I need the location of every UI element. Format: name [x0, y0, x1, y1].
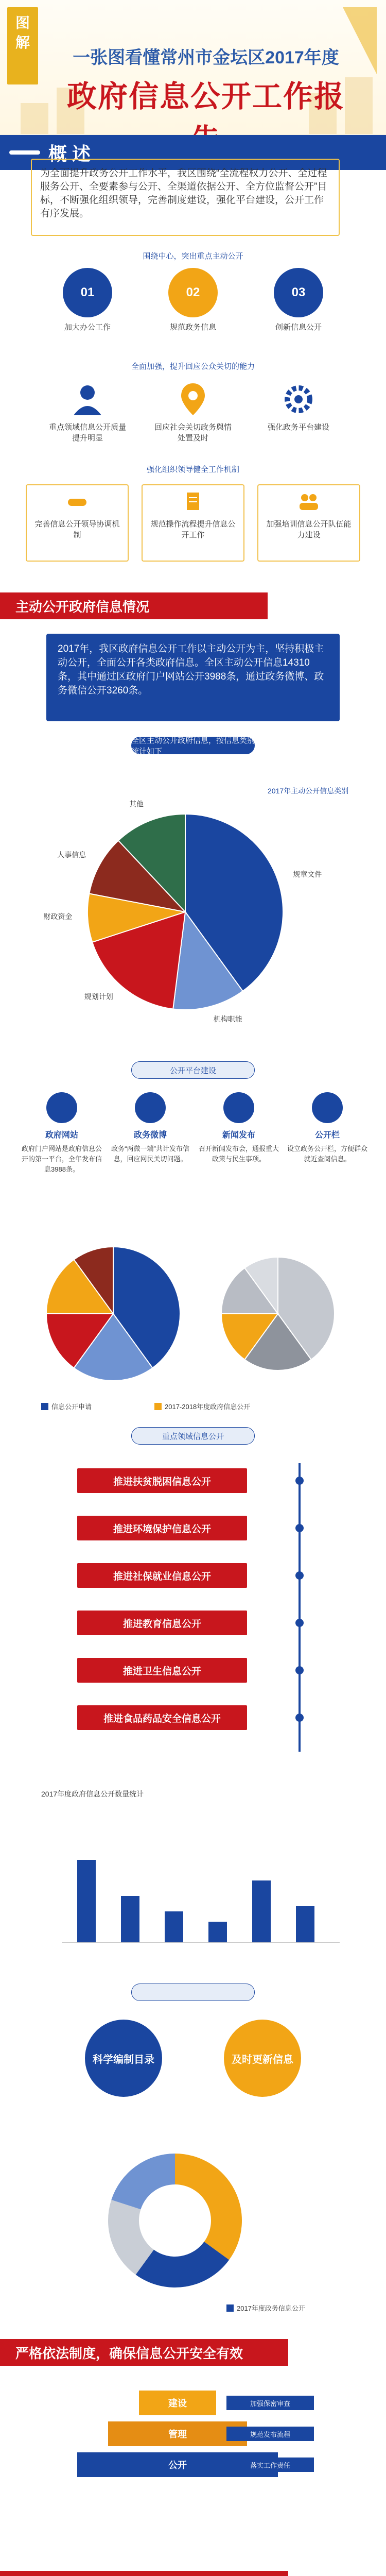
catalog-note-pill: [131, 1984, 255, 2001]
pie-slice-label: 其他: [129, 800, 144, 808]
category-pie-chart: [31, 773, 360, 1041]
mechanism-box: [142, 484, 244, 562]
icon-feature-label: 强化政务平台建设: [267, 423, 329, 432]
person-icon: [69, 381, 106, 417]
step-number: 02: [168, 268, 218, 317]
focus-area-tag: 推进环境保护信息公开: [77, 1516, 247, 1540]
header-bar: [9, 150, 40, 155]
catalog-circle: 及时更新信息: [224, 2020, 301, 2097]
section-system-header: [0, 2339, 288, 2366]
platform-icon: [46, 1092, 77, 1123]
pyramid-level-top: 建设: [139, 2391, 216, 2415]
bar: [252, 1880, 271, 1942]
focus-area-tag: 推进卫生信息公开: [77, 1658, 247, 1683]
boxes-note: 强化组织领导健全工作机制: [146, 465, 239, 474]
pyramid-level-middle: 管理: [108, 2421, 247, 2446]
pie-title: 2017年主动公开信息类别: [268, 787, 349, 795]
pie-note-pill: 全区主动公开政府信息，按信息类别统计如下: [131, 736, 255, 756]
section-title: 主动公开政府信息情况: [15, 599, 150, 615]
bar-chart-title: 2017年度政府信息公开数量统计: [41, 1790, 144, 1798]
platform-icon: [135, 1092, 166, 1123]
step-label: 创新信息公开: [275, 323, 322, 332]
gear-icon: [280, 381, 317, 417]
timeline-dot: [295, 1619, 304, 1627]
pie-slice-label: 机构职能: [213, 1015, 242, 1024]
banner-title: 政府信息公开工作报: [66, 80, 345, 113]
legend-swatch: [41, 1403, 48, 1410]
icon-feature-label: 重点领域信息公开质量提升明显: [48, 423, 126, 443]
step-item: [262, 268, 335, 332]
bar: [165, 1911, 183, 1942]
pyramid-level-bottom: 公开: [77, 2452, 278, 2477]
section-main-header: [0, 592, 268, 619]
overview-text-box: [31, 159, 340, 236]
catalog-item: [77, 2020, 170, 2097]
platform-text: 政务“两微一端”共计发布信息，回应网民关切问题。: [111, 1145, 189, 1163]
icon-feature: [152, 381, 234, 443]
main-summary-box: [46, 634, 340, 721]
platform-title: 公开栏: [314, 1131, 340, 1140]
legend-label: 2017年度政务信息公开: [237, 2304, 305, 2312]
team-icon: [297, 490, 320, 513]
platform-title: 新闻发布: [222, 1131, 255, 1140]
legend-label: 2017-2018年度政府信息公开: [165, 1403, 251, 1411]
section-defend-header: [0, 2571, 288, 2576]
timeline-dot: [295, 1571, 304, 1580]
platform-title: 政务微博: [133, 1131, 167, 1140]
pie-slice-label: 人事信息: [57, 851, 86, 859]
section-title: 严格依法制度，确保信息公开安全有效: [15, 2345, 243, 2361]
icon-note: 全面加强，提升回应公众关切的能力: [131, 362, 255, 371]
timeline-dot: [295, 1714, 304, 1722]
step-number: 03: [274, 268, 323, 317]
donut-segment: [175, 2154, 242, 2260]
bar: [121, 1896, 139, 1942]
catalog-item: [216, 2020, 309, 2097]
banner-subtitle: 一张图看懂常州市金坛区2017年度: [73, 48, 339, 67]
pyramid-step: 加强保密审查: [226, 2396, 314, 2410]
stage-note: 围绕中心，突出重点主动公开: [143, 252, 243, 261]
icon-feature: [257, 381, 340, 432]
platform-title: 政府网站: [45, 1131, 78, 1140]
icon-feature-label: 回应社会关切政务舆情处置及时: [154, 423, 232, 443]
timeline-dot: [295, 1524, 304, 1532]
overview-text: 为全面提升政务公开工作水平，我区围绕“全流程权力公开、全过程服务公开、全要素参与公开、全渠道依据公开、全方位监督公开”目标，不断强化组织领导，完善制度建设，强化平台建设，公开工作有序发展。: [40, 168, 327, 219]
donut-segment: [111, 2154, 175, 2209]
application-pie-chart: [36, 1236, 355, 1391]
proportion-donut-chart: [87, 2138, 304, 2303]
timeline-dot: [295, 1477, 304, 1485]
document-icon: [182, 490, 204, 513]
bar: [77, 1860, 96, 1942]
pie-slice-label: 规章文件: [293, 870, 322, 879]
legend-swatch: [226, 2304, 234, 2312]
handshake-icon: [66, 490, 89, 513]
section-title: 概 述: [48, 143, 91, 164]
timeline-line: [299, 1463, 301, 1752]
legend-item: [154, 1401, 250, 1411]
ribbon-char-1: 图: [15, 15, 30, 31]
location-pin-icon: [175, 381, 211, 417]
platform-text: 政府门户网站是政府信息公开的第一平台，全年发布信息3988条。: [21, 1145, 102, 1173]
mechanism-text: 完善信息公开领导协调机制: [34, 520, 120, 539]
pie-slice-label: 规划计划: [84, 992, 113, 1001]
timeline-dot: [295, 1666, 304, 1674]
annual-bar-chart: [41, 1803, 350, 1958]
icon-feature: [46, 381, 129, 443]
catalog-circle: 科学编制目录: [85, 2020, 162, 2097]
step-number: 01: [63, 268, 112, 317]
focus-area-tag: 推进扶贫脱困信息公开: [77, 1468, 247, 1493]
pie-slice-label: 财政资金: [43, 912, 73, 921]
legend-swatch: [154, 1403, 162, 1410]
timeline-note-pill: 重点领域信息公开: [131, 1427, 255, 1445]
pyramid-step: 落实工作责任: [226, 2458, 314, 2472]
focus-area-tag: 推进社保就业信息公开: [77, 1563, 247, 1588]
step-label: 规范政务信息: [169, 323, 216, 332]
mechanism-box: [257, 484, 360, 562]
focus-area-tag: 推进食品药品安全信息公开: [77, 1705, 247, 1730]
banner: [0, 0, 386, 134]
legend-label: 信息公开申请: [51, 1403, 92, 1411]
skyline-decoration: [21, 103, 48, 134]
mechanism-text: 规范操作流程提升信息公开工作: [150, 520, 236, 539]
step-label: 加大办公工作: [64, 323, 111, 332]
platform-icon: [223, 1092, 254, 1123]
step-item: [51, 268, 124, 332]
mechanism-box: [26, 484, 129, 562]
platform-text: 设立政务公开栏，方便群众就近查阅信息。: [287, 1145, 367, 1163]
mechanism-text: 加强培训信息公开队伍能力建设: [266, 520, 352, 539]
main-summary-text: 2017年，我区政府信息公开工作以主动公开为主，坚持积极主动公开，全面公开各类政府信息。全区主动公开信息14310条，其中通过区政府门户网站公开3988条，通过政务微博、政务微信公开3260条。: [58, 643, 324, 696]
focus-area-tag: 推进教育信息公开: [77, 1611, 247, 1635]
bar: [208, 1922, 227, 1942]
banner-ribbon: [7, 7, 38, 84]
platform-icon: [312, 1092, 343, 1123]
ribbon-char-2: 解: [15, 35, 30, 50]
bar: [296, 1906, 314, 1942]
platform-note-pill: 公开平台建设: [131, 1061, 255, 1079]
pyramid-step: 规范发布流程: [226, 2427, 314, 2441]
platform-text: 召开新闻发布会，通报重大政策与民生事项。: [198, 1145, 279, 1163]
step-item: [157, 268, 229, 332]
legend-item: [41, 1401, 92, 1411]
legend-item: [226, 2303, 305, 2313]
